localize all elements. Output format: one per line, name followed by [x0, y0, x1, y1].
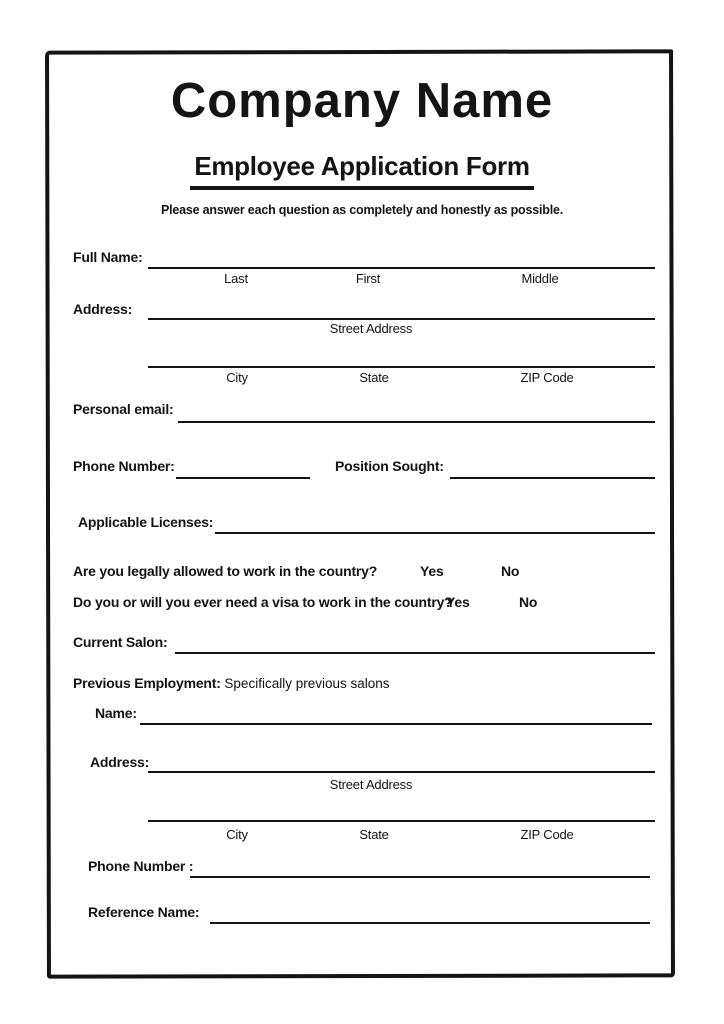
city-sublabel: City: [226, 370, 248, 385]
visa-need-question: Do you or will you ever need a visa to work in the country?: [73, 594, 453, 610]
current-salon-field-line[interactable]: [175, 652, 655, 654]
form-title-row: [0, 151, 724, 190]
form-title: Employee Application Form: [190, 151, 533, 190]
position-sought-field-line[interactable]: [450, 477, 655, 479]
previous-employer-name-field-line[interactable]: [140, 723, 652, 725]
previous-phone-number-field-line[interactable]: [190, 876, 650, 878]
work-eligibility-yes-option[interactable]: Yes: [420, 563, 444, 579]
full-name-field-line[interactable]: [148, 267, 655, 269]
full-name-label: Full Name:: [73, 249, 143, 265]
applicable-licenses-label: Applicable Licenses:: [78, 514, 214, 530]
phone-number-label: Phone Number:: [73, 458, 175, 474]
previous-street-address-sublabel: Street Address: [329, 777, 413, 792]
previous-phone-number-label: Phone Number :: [88, 858, 194, 874]
middle-name-sublabel: Middle: [521, 271, 559, 286]
street-address-sublabel: Street Address: [329, 321, 413, 336]
first-name-sublabel: First: [355, 271, 381, 286]
work-eligibility-question: Are you legally allowed to work in the country?: [73, 563, 378, 579]
previous-state-sublabel: State: [359, 827, 389, 842]
previous-city-state-zip-field-line[interactable]: [148, 820, 655, 822]
visa-need-yes-option[interactable]: Yes: [446, 594, 470, 610]
reference-name-field-line[interactable]: [210, 922, 650, 924]
previous-employment-note: Specifically previous salons: [224, 676, 390, 691]
reference-name-label: Reference Name:: [88, 904, 200, 920]
address-label: Address:: [73, 301, 133, 317]
work-eligibility-no-option[interactable]: No: [501, 563, 520, 579]
state-sublabel: State: [359, 370, 389, 385]
personal-email-label: Personal email:: [73, 401, 174, 417]
previous-employer-name-label: Name:: [95, 705, 137, 721]
city-state-zip-field-line[interactable]: [148, 366, 655, 368]
street-address-field-line[interactable]: [148, 318, 655, 320]
previous-city-sublabel: City: [226, 827, 248, 842]
previous-employment-label: Previous Employment:: [73, 675, 221, 691]
form-instructions: Please answer each question as completely and honestly as possible.: [160, 203, 564, 217]
previous-zip-code-sublabel: ZIP Code: [520, 827, 574, 842]
applicable-licenses-field-line[interactable]: [215, 532, 655, 534]
previous-employer-street-field-line[interactable]: [148, 771, 655, 773]
previous-employer-address-label: Address:: [90, 754, 150, 770]
last-name-sublabel: Last: [224, 271, 248, 286]
personal-email-field-line[interactable]: [178, 421, 655, 423]
current-salon-label: Current Salon:: [73, 634, 168, 650]
phone-number-field-line[interactable]: [176, 477, 310, 479]
position-sought-label: Position Sought:: [335, 458, 444, 474]
visa-need-no-option[interactable]: No: [519, 594, 538, 610]
company-name-title: Company Name: [170, 74, 554, 128]
zip-code-sublabel: ZIP Code: [520, 370, 574, 385]
previous-employment-heading: [73, 675, 390, 691]
